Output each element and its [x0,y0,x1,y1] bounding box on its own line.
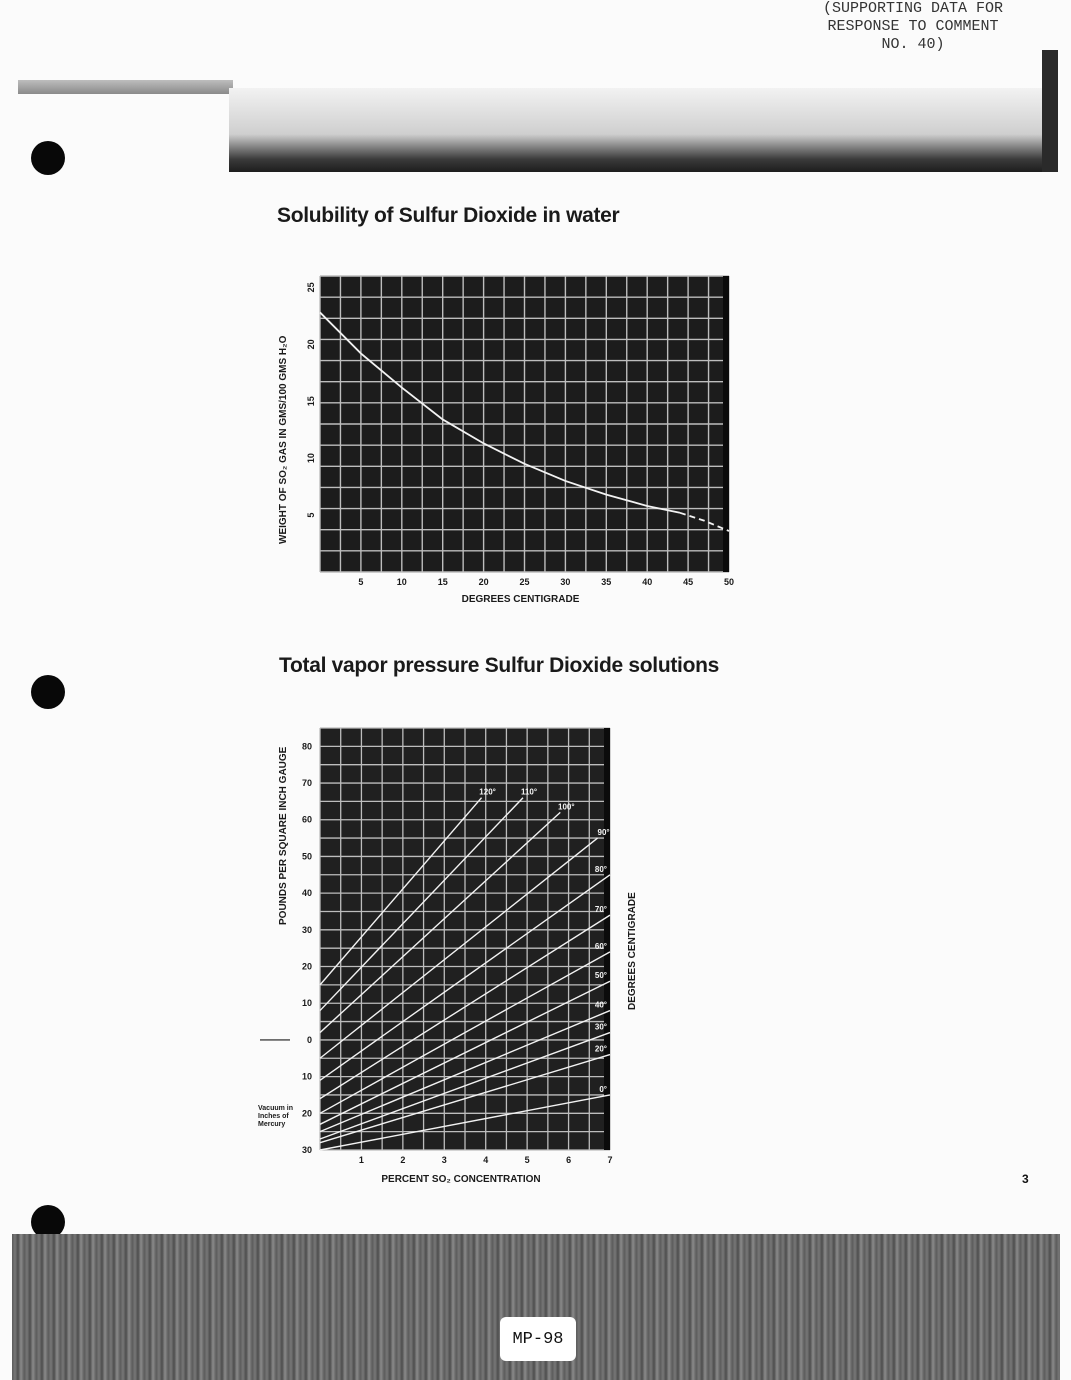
isotherm-label: 20° [594,1044,607,1054]
y-tick-label: 25 [306,282,316,293]
x-tick-label: 7 [607,1155,613,1165]
chart1-plot [296,272,746,612]
isotherm-label: 0° [599,1084,607,1094]
y-tick-label: 70 [301,778,312,789]
chart2-right-label: DEGREES CENTIGRADE [627,892,638,1010]
x-tick-label: 1 [358,1155,364,1165]
scan-shadow-left [18,80,233,94]
x-tick-label: 50 [723,577,735,587]
x-tick-label: 10 [396,577,407,587]
x-tick-label: 5 [358,577,364,587]
y-tick-label: 50 [301,851,312,862]
y-tick-label: 30 [301,924,312,935]
chart2-plot [260,722,620,1192]
chart2-ylabel: POUNDS PER SQUARE INCH GAUGE [278,746,289,925]
y-tick-label: 10 [301,1071,312,1082]
isotherm-label: 110° [520,787,538,797]
isotherm-label: 30° [594,1022,607,1032]
x-tick-label: 30 [560,577,571,587]
isotherm-label: 90° [597,828,610,838]
x-tick-label: 2 [400,1155,406,1165]
y-tick-label: 80 [301,741,312,752]
isotherm-label: 70° [594,905,607,915]
y-tick-label: 20 [306,339,316,350]
plot-right-edge [723,276,729,572]
y-tick-label: 20 [301,961,312,972]
scan-shadow-top [229,88,1057,172]
page-number: 3 [1022,1172,1029,1186]
y-tick-label: 40 [301,888,312,899]
x-tick-label: 3 [441,1155,447,1165]
x-tick-label: 45 [683,577,694,587]
y-tick-label: 10 [301,998,312,1009]
x-axis-label: DEGREES CENTIGRADE [461,594,580,605]
isotherm-label: 60° [594,941,607,951]
y-tick-label: 10 [306,453,316,464]
y-tick-label: 30 [301,1145,312,1155]
chart1-title: Solubility of Sulfur Dioxide in water [277,204,620,227]
isotherm-label: 40° [594,1000,607,1010]
x-tick-label: 4 [483,1155,489,1165]
y-tick-label: 0 [306,1034,312,1045]
chart2-title: Total vapor pressure Sulfur Dioxide solutions [279,654,720,677]
x-axis-label: PERCENT SO₂ CONCENTRATION [381,1174,541,1185]
isotherm-label: 120° [479,787,496,797]
x-tick-label: 15 [437,577,448,587]
vacuum-label: Vacuum in Inches of Mercury [258,1105,294,1128]
punch-hole-middle [31,675,65,709]
chart1-ylabel: WEIGHT OF SO₂ GAS IN GMS/100 GMS H₂O [278,335,289,544]
y-tick-label: 20 [301,1108,312,1119]
x-tick-label: 25 [519,577,530,587]
x-tick-label: 5 [524,1155,530,1165]
supporting-data-note: (SUPPORTING DATA FOR RESPONSE TO COMMENT NO. 40) [822,0,1004,53]
isotherm-label: 100° [558,802,575,812]
punch-hole-top [31,141,65,175]
x-tick-label: 40 [642,577,653,587]
x-tick-label: 35 [601,577,612,587]
isotherm-label: 80° [594,864,607,874]
y-tick-label: 60 [301,814,312,825]
isotherm-label: 50° [594,971,607,981]
document-id-box: MP-98 [500,1317,576,1361]
x-tick-label: 6 [566,1155,572,1165]
x-tick-label: 20 [478,577,489,587]
y-tick-label: 5 [306,512,316,518]
y-tick-label: 15 [306,396,316,407]
scan-edge-right [1042,50,1058,172]
